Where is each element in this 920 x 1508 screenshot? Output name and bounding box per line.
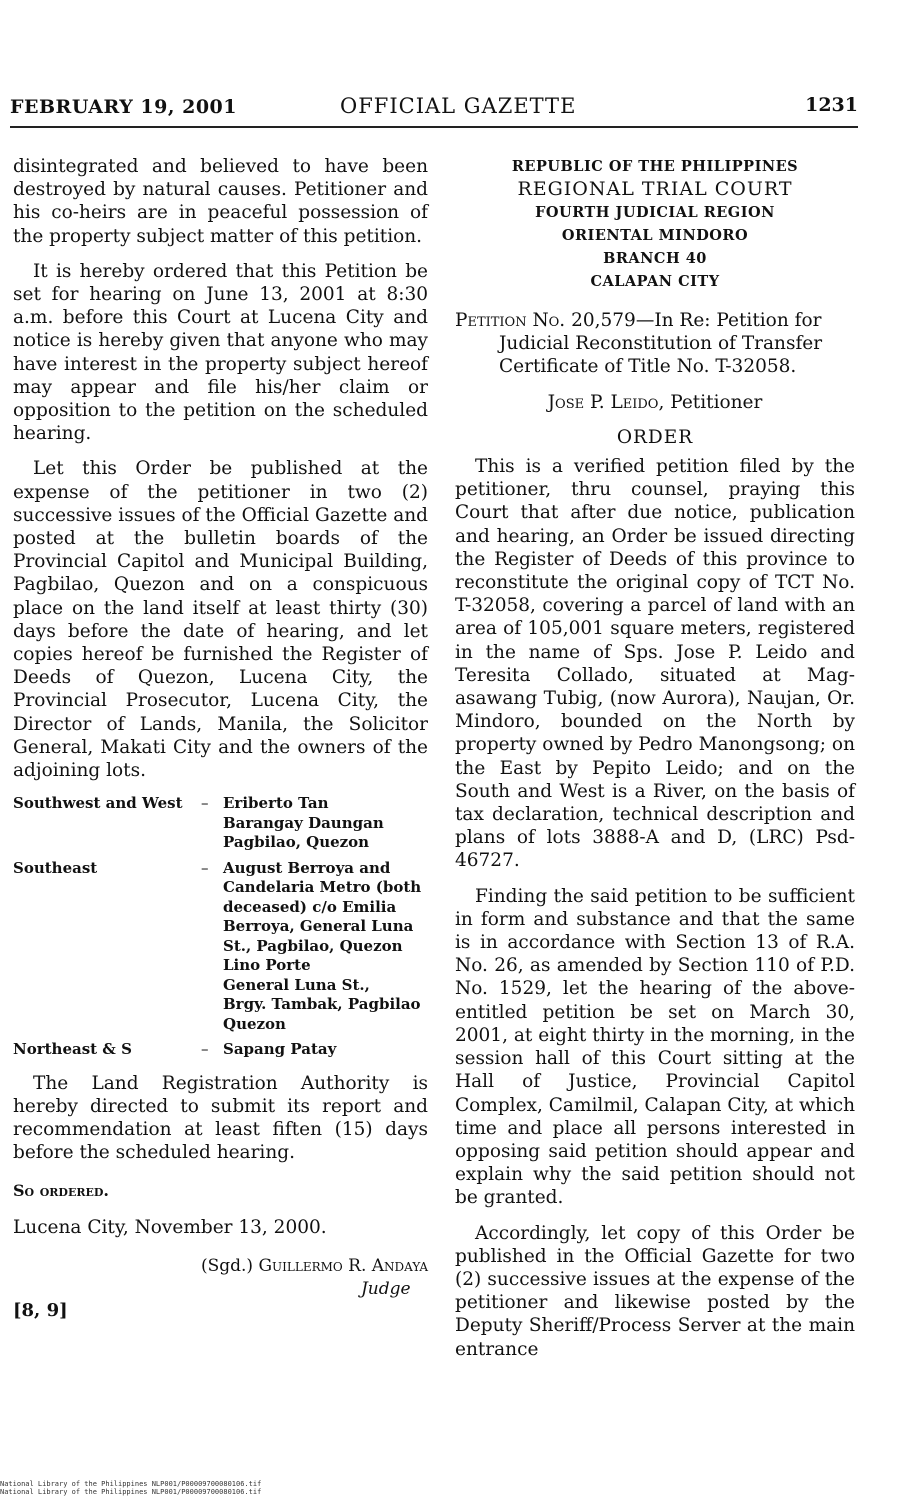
page-number: 1231 [805, 94, 858, 116]
place-and-date: Lucena City, November 13, 2000. [13, 1216, 327, 1238]
order-heading: ORDER [616, 426, 694, 448]
left-paragraph-2: It is hereby ordered that this Petition be set for hearing on June 13, 2001 at 8:30 a.m. before this Court at Lucena City and notice is hereby given that anyone who may have interest in the property subject hereof may appear and file his/her claim or opposition to the petition on the scheduled hearing. [13, 260, 428, 445]
boundary-value: Sapang Patay [223, 1040, 337, 1059]
left-paragraph-1: disintegrated and believed to have been destroyed by natural causes. Petitioner and his co-heirs are in peaceful possession of the property subject matter of this petition. [13, 156, 428, 247]
boundaries-list [13, 794, 428, 1060]
right-column [455, 155, 855, 1361]
petitioner-line [455, 391, 855, 414]
petitioner-role: Petitioner [670, 391, 763, 413]
boundary-row [13, 1040, 428, 1060]
boundary-row [13, 859, 428, 1035]
boundary-label: Southeast [13, 858, 98, 877]
boundary-dash: – [201, 1040, 209, 1059]
boundary-dash: – [201, 794, 209, 813]
signature-block [13, 1255, 428, 1301]
page-header [10, 92, 858, 126]
boundary-label: Southwest and West [13, 794, 183, 813]
footer-line: National Library of the Philippines NLP001/P00009700080106.tif [0, 1488, 262, 1496]
left-paragraph-3: Let this Order be published at the expense of the petitioner in two (2) successive issues of the Official Gazette and posted at the bulletin boards of the Provincial Capitol and Municipal Building, Pagbilao, Quezon and on a conspicuous place on the land itself at least thirty (30) days before the date of hearing, and let copies hereof be furnished the Register of Deeds of Quezon, Lucena City, the Provincial Prosecutor, Lucena City, the Director of Lands, Manila, the Solicitor General, Makati City and the owners of the adjoining lots. [13, 458, 428, 782]
boundary-value: August Berroya and Candelaria Metro (both deceased) c/o Emilia Berroya, General Luna St., Pagbilao, Quezon Lino Porte General Luna St., Brgy. Tambak, Pagbilao Quezon [223, 858, 422, 1033]
judge-title: Judge [360, 1279, 411, 1300]
boundary-row [13, 794, 428, 853]
right-paragraph-2: Finding the said petition to be sufficient in form and substance and that the same is in accordance with Section 13 of R.A. No. 26, as amended by Section 110 of P.D. No. 1529, let the hearing of the above-entitled petition be set on March 30, 2001, at eight thirty in the morning, in the session hall of this Court sitting at the Hall of Justice, Provincial Capitol Complex, Camilmil, Calapan City, at which time and place all persons interested in opposing said petition should appear and explain why the said petition should not be granted. [455, 885, 855, 1209]
right-paragraph-3: Accordingly, let copy of this Order be published in the Official Gazette for two (2) successive issues at the expense of the petitioner and likewise posted by the Deputy Sheriff/Process Server at the main entrance [455, 1222, 855, 1360]
footer-line: National Library of the Philippines NLP001/P00009700080106.tif [0, 1480, 262, 1488]
city-line: CALAPAN CITY [590, 273, 720, 290]
left-column [13, 155, 428, 1301]
republic-line: REPUBLIC OF THE PHILIPPINES [511, 158, 799, 175]
court-heading [455, 155, 855, 293]
header-rule [10, 126, 858, 128]
left-paragraph-4: The Land Registration Authority is hereby directed to submit its report and recommendation at least fiften (15) days before the scheduled hearing. [13, 1072, 428, 1164]
scan-footer [0, 1480, 261, 1496]
publication-title: OFFICIAL GAZETTE [340, 94, 577, 118]
boundary-label: Northeast & S [13, 1040, 132, 1059]
signed-mark: (Sgd.) [200, 1256, 254, 1276]
petition-caption [455, 309, 855, 379]
right-paragraph-1: This is a verified petition filed by the petitioner, thru counsel, praying this Court that after due notice, publication and hearing, an Order be issued directing the Register of Deeds of this province to reconstitute the original copy of TCT No. T-32058, covering a parcel of land with an area of 105,001 square meters, registered in the name of Sps. Jose P. Leido and Teresita Collado, situated at Mag-asawang Tubig, (now Aurora), Naujan, Or. Mindoro, bounded on the North by property owned by Pedro Manongsong; on the East by Pepito Leido; and on the South and West is a River, on the basis of tax declaration, technical description and plans of lots 3888-A and D, (LRC) Psd-46727. [455, 456, 855, 872]
petition-label: Petition No. [455, 310, 566, 331]
region-line: FOURTH JUDICIAL REGION [535, 204, 775, 221]
province-line: ORIENTAL MINDORO [561, 227, 749, 244]
petition-text: 20,579—In Re: Petition for Judicial Reconstitution of Transfer Certificate of Title No. T-32058. [499, 310, 823, 378]
issue-numbers: [8, 9] [13, 1300, 68, 1321]
court-name: REGIONAL TRIAL COURT [517, 178, 793, 200]
boundary-value: Eriberto Tan Barangay Daungan Pagbilao, Quezon [223, 794, 384, 852]
issue-date: FEBRUARY 19, 2001 [10, 96, 237, 118]
boundary-dash: – [201, 858, 209, 877]
judge-name: Guillermo R. Andaya [258, 1256, 428, 1276]
petitioner-name: Jose P. Leido, [547, 391, 665, 413]
so-ordered: So ordered. [13, 1180, 109, 1200]
branch-line: BRANCH 40 [603, 250, 707, 267]
